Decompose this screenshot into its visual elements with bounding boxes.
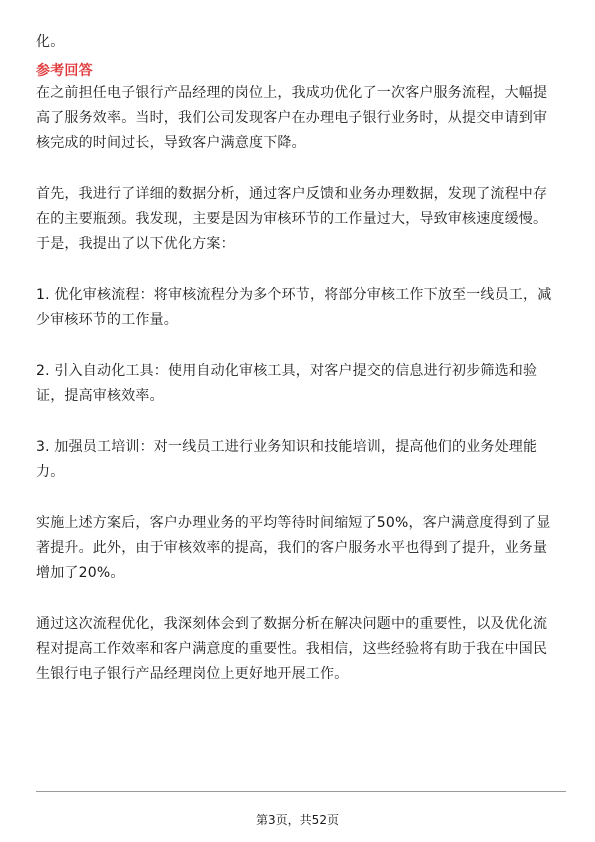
paragraph-line: 于是，我提出了以下优化方案： [36,236,235,252]
paragraph-gap [36,586,566,612]
paragraph-4 [36,359,566,409]
paragraph-line: 在的主要瓶颈。我发现，主要是因为审核环节的工作量过大，导致审核速度缓慢。 [36,211,548,227]
paragraph-2 [36,182,566,257]
paragraph-line: 证，提高审核效率。 [36,388,164,404]
paragraph-line: 实施上述方案后，客户办理业务的平均等待时间缩短了50%，客户满意度得到了显 [36,515,551,531]
paragraph-line: 首先，我进行了详细的数据分析，通过客户反馈和业务办理数据，发现了流程中存 [36,186,548,202]
paragraph-line: 增加了20%。 [36,565,125,581]
lead-line: 化。 [36,34,65,50]
paragraph-gap [36,257,566,283]
paragraph-line: 1. 优化审核流程：将审核流程分为多个环节，将部分审核工作下放至一线员工，减 [36,287,552,303]
paragraph-line: 核完成的时间过长，导致客户满意度下降。 [36,135,306,151]
paragraph-gap [36,156,566,182]
paragraph-gap [36,485,566,511]
document-body [36,30,566,687]
paragraph-line: 少审核环节的工作量。 [36,312,178,328]
paragraph-line: 著提升。此外，由于审核效率的提高，我们的客户服务水平也得到了提升，业务量 [36,540,548,556]
paragraph-gap [36,333,566,359]
paragraph-1 [36,81,566,156]
page-number: 第3页，共52页 [256,813,339,827]
paragraph-line: 力。 [36,464,65,480]
paragraph-5 [36,435,566,485]
paragraph-line: 在之前担任电子银行产品经理的岗位上，我成功优化了一次客户服务流程，大幅提 [36,85,548,101]
paragraph-3 [36,283,566,333]
paragraph-gap [36,409,566,435]
footer-divider [36,791,566,792]
paragraph-line: 2. 引入自动化工具：使用自动化审核工具，对客户提交的信息进行初步筛选和验 [36,363,538,379]
paragraph-line: 生银行电子银行产品经理岗位上更好地开展工作。 [36,666,349,682]
paragraph-7 [36,612,566,687]
paragraph-line: 高了服务效率。当时，我们公司发现客户在办理电子银行业务时，从提交申请到审 [36,110,548,126]
paragraph-line: 3. 加强员工培训：对一线员工进行业务知识和技能培训，提高他们的业务处理能 [36,439,538,455]
section-heading: 参考回答 [36,63,93,79]
paragraph-6 [36,511,566,586]
paragraph-line: 通过这次流程优化，我深刻体会到了数据分析在解决问题中的重要性，以及优化流 [36,616,548,632]
paragraph-line: 程对提高工作效率和客户满意度的重要性。我相信，这些经验将有助于我在中国民 [36,641,548,657]
